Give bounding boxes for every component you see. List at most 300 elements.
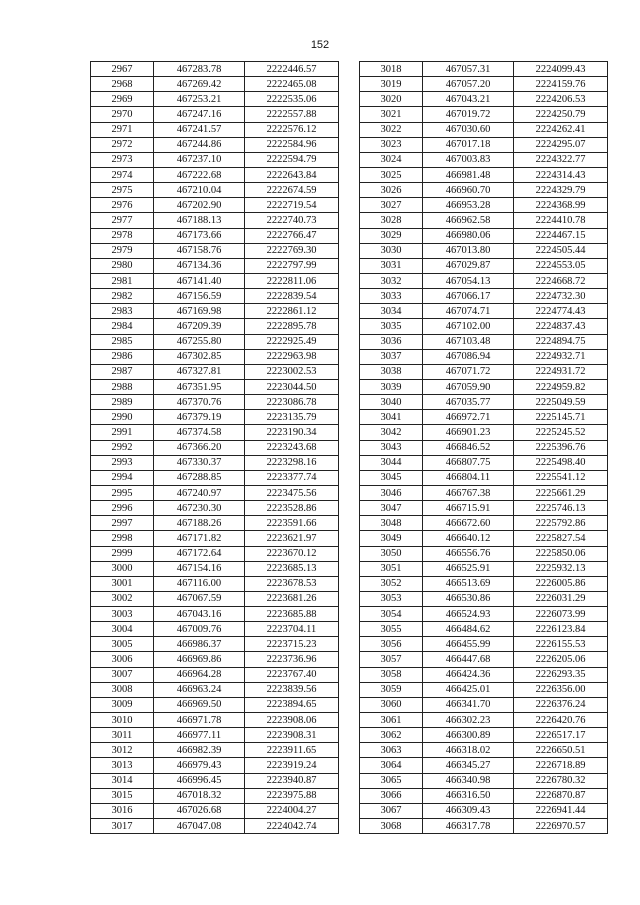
- point-number-cell: 2998: [91, 531, 154, 546]
- y-coordinate-cell: 2223298.16: [245, 455, 339, 470]
- x-coordinate-cell: 467374.58: [154, 425, 245, 440]
- y-coordinate-cell: 2222740.73: [245, 213, 339, 228]
- x-coordinate-cell: 466972.71: [423, 410, 514, 425]
- x-coordinate-cell: 466640.12: [423, 531, 514, 546]
- table-row: [91, 379, 339, 394]
- point-number-cell: 2994: [91, 470, 154, 485]
- x-coordinate-cell: 467074.71: [423, 304, 514, 319]
- x-coordinate-cell: 467188.13: [154, 213, 245, 228]
- table-row: [91, 743, 339, 758]
- x-coordinate-cell: 467003.83: [423, 152, 514, 167]
- y-coordinate-cell: 2224837.43: [514, 319, 608, 334]
- y-coordinate-cell: 2223919.24: [245, 758, 339, 773]
- point-number-cell: 2984: [91, 319, 154, 334]
- y-coordinate-cell: 2224322.77: [514, 152, 608, 167]
- table-row: [360, 546, 608, 561]
- point-number-cell: 3020: [360, 92, 423, 107]
- table-row: [91, 531, 339, 546]
- x-coordinate-cell: 467134.36: [154, 258, 245, 273]
- table-row: [91, 819, 339, 834]
- point-number-cell: 3046: [360, 485, 423, 500]
- point-number-cell: 2970: [91, 107, 154, 122]
- table-row: [360, 243, 608, 258]
- y-coordinate-cell: 2222839.54: [245, 289, 339, 304]
- table-row: [360, 410, 608, 425]
- table-row: [360, 137, 608, 152]
- table-row: [360, 198, 608, 213]
- x-coordinate-cell: 466424.36: [423, 667, 514, 682]
- table-row: [360, 304, 608, 319]
- y-coordinate-cell: 2223681.26: [245, 591, 339, 606]
- table-row: [91, 667, 339, 682]
- y-coordinate-cell: 2226123.84: [514, 622, 608, 637]
- x-coordinate-cell: 467209.39: [154, 319, 245, 334]
- y-coordinate-cell: 2224467.15: [514, 228, 608, 243]
- x-coordinate-cell: 467302.85: [154, 349, 245, 364]
- x-coordinate-cell: 466986.37: [154, 637, 245, 652]
- y-coordinate-cell: 2226031.29: [514, 591, 608, 606]
- point-number-cell: 3031: [360, 258, 423, 273]
- x-coordinate-cell: 466484.62: [423, 622, 514, 637]
- point-number-cell: 3052: [360, 576, 423, 591]
- x-coordinate-cell: 466980.06: [423, 228, 514, 243]
- x-coordinate-cell: 467059.90: [423, 379, 514, 394]
- y-coordinate-cell: 2226970.57: [514, 819, 608, 834]
- point-number-cell: 2991: [91, 425, 154, 440]
- table-row: [360, 531, 608, 546]
- table-row: [360, 819, 608, 834]
- point-number-cell: 3055: [360, 622, 423, 637]
- point-number-cell: 3059: [360, 682, 423, 697]
- x-coordinate-cell: 466964.28: [154, 667, 245, 682]
- table-row: [91, 137, 339, 152]
- point-number-cell: 3060: [360, 697, 423, 712]
- x-coordinate-cell: 466979.43: [154, 758, 245, 773]
- y-coordinate-cell: 2222925.49: [245, 334, 339, 349]
- point-number-cell: 3011: [91, 728, 154, 743]
- y-coordinate-cell: 2222766.47: [245, 228, 339, 243]
- table-row: [360, 92, 608, 107]
- y-coordinate-cell: 2223767.40: [245, 667, 339, 682]
- x-coordinate-cell: 467141.40: [154, 273, 245, 288]
- table-row: [91, 576, 339, 591]
- y-coordinate-cell: 2224295.07: [514, 137, 608, 152]
- table-row: [360, 682, 608, 697]
- point-number-cell: 3042: [360, 425, 423, 440]
- x-coordinate-cell: 466807.75: [423, 455, 514, 470]
- point-number-cell: 2979: [91, 243, 154, 258]
- point-number-cell: 3026: [360, 183, 423, 198]
- table-row: [360, 213, 608, 228]
- y-coordinate-cell: 2226870.87: [514, 788, 608, 803]
- point-number-cell: 3003: [91, 607, 154, 622]
- x-coordinate-cell: 466804.11: [423, 470, 514, 485]
- table-row: [360, 319, 608, 334]
- y-coordinate-cell: 2223528.86: [245, 501, 339, 516]
- x-coordinate-cell: 466455.99: [423, 637, 514, 652]
- table-row: [360, 455, 608, 470]
- table-row: [91, 395, 339, 410]
- table-row: [360, 395, 608, 410]
- table-row: [91, 637, 339, 652]
- point-number-cell: 3028: [360, 213, 423, 228]
- x-coordinate-cell: 467370.76: [154, 395, 245, 410]
- y-coordinate-cell: 2226420.76: [514, 713, 608, 728]
- table-row: [360, 501, 608, 516]
- point-number-cell: 3021: [360, 107, 423, 122]
- y-coordinate-cell: 2226376.24: [514, 697, 608, 712]
- point-number-cell: 3064: [360, 758, 423, 773]
- y-coordinate-cell: 2222769.30: [245, 243, 339, 258]
- point-number-cell: 3009: [91, 697, 154, 712]
- table-row: [91, 198, 339, 213]
- table-row: [91, 470, 339, 485]
- x-coordinate-cell: 466425.01: [423, 682, 514, 697]
- point-number-cell: 3033: [360, 289, 423, 304]
- x-coordinate-cell: 466960.70: [423, 183, 514, 198]
- x-coordinate-cell: 467067.59: [154, 591, 245, 606]
- y-coordinate-cell: 2222643.84: [245, 167, 339, 182]
- x-coordinate-cell: 467327.81: [154, 364, 245, 379]
- table-row: [360, 622, 608, 637]
- y-coordinate-cell: 2224505.44: [514, 243, 608, 258]
- y-coordinate-cell: 2226205.06: [514, 652, 608, 667]
- table-row: [91, 546, 339, 561]
- y-coordinate-cell: 2223678.53: [245, 576, 339, 591]
- point-number-cell: 3062: [360, 728, 423, 743]
- y-coordinate-cell: 2223002.53: [245, 364, 339, 379]
- table-row: [91, 243, 339, 258]
- y-coordinate-cell: 2223670.12: [245, 546, 339, 561]
- table-row: [360, 576, 608, 591]
- point-number-cell: 2981: [91, 273, 154, 288]
- x-coordinate-cell: 467202.90: [154, 198, 245, 213]
- table-row: [91, 213, 339, 228]
- y-coordinate-cell: 2224314.43: [514, 167, 608, 182]
- x-coordinate-cell: 467222.68: [154, 167, 245, 182]
- x-coordinate-cell: 467057.20: [423, 77, 514, 92]
- table-row: [91, 410, 339, 425]
- x-coordinate-cell: 467210.04: [154, 183, 245, 198]
- point-number-cell: 3065: [360, 773, 423, 788]
- x-coordinate-cell: 466447.68: [423, 652, 514, 667]
- y-coordinate-cell: 2224732.30: [514, 289, 608, 304]
- point-number-cell: 3034: [360, 304, 423, 319]
- y-coordinate-cell: 2224262.41: [514, 122, 608, 137]
- point-number-cell: 3010: [91, 713, 154, 728]
- table-row: [360, 77, 608, 92]
- x-coordinate-cell: 466996.45: [154, 773, 245, 788]
- point-number-cell: 2971: [91, 122, 154, 137]
- table-row: [360, 470, 608, 485]
- y-coordinate-cell: 2222557.88: [245, 107, 339, 122]
- point-number-cell: 3049: [360, 531, 423, 546]
- y-coordinate-cell: 2223839.56: [245, 682, 339, 697]
- point-number-cell: 3014: [91, 773, 154, 788]
- point-number-cell: 2987: [91, 364, 154, 379]
- y-coordinate-cell: 2226293.35: [514, 667, 608, 682]
- table-row: [91, 788, 339, 803]
- x-coordinate-cell: 467043.21: [423, 92, 514, 107]
- x-coordinate-cell: 467244.86: [154, 137, 245, 152]
- coordinates-table-left: [90, 61, 339, 834]
- x-coordinate-cell: 466977.11: [154, 728, 245, 743]
- table-row: [360, 107, 608, 122]
- point-number-cell: 2996: [91, 501, 154, 516]
- table-row: [360, 379, 608, 394]
- table-row: [360, 364, 608, 379]
- x-coordinate-cell: 467240.97: [154, 485, 245, 500]
- x-coordinate-cell: 467255.80: [154, 334, 245, 349]
- y-coordinate-cell: 2224329.79: [514, 183, 608, 198]
- y-coordinate-cell: 2223135.79: [245, 410, 339, 425]
- x-coordinate-cell: 467171.82: [154, 531, 245, 546]
- y-coordinate-cell: 2222535.06: [245, 92, 339, 107]
- point-number-cell: 3019: [360, 77, 423, 92]
- x-coordinate-cell: 466982.39: [154, 743, 245, 758]
- y-coordinate-cell: 2225245.52: [514, 425, 608, 440]
- x-coordinate-cell: 467029.87: [423, 258, 514, 273]
- point-number-cell: 3004: [91, 622, 154, 637]
- table-row: [360, 697, 608, 712]
- y-coordinate-cell: 2226718.89: [514, 758, 608, 773]
- table-row: [91, 591, 339, 606]
- x-coordinate-cell: 467237.10: [154, 152, 245, 167]
- x-coordinate-cell: 466715.91: [423, 501, 514, 516]
- y-coordinate-cell: 2223591.66: [245, 516, 339, 531]
- x-coordinate-cell: 467247.16: [154, 107, 245, 122]
- x-coordinate-cell: 467283.78: [154, 62, 245, 77]
- x-coordinate-cell: 467019.72: [423, 107, 514, 122]
- y-coordinate-cell: 2224931.72: [514, 364, 608, 379]
- table-row: [91, 622, 339, 637]
- table-row: [91, 273, 339, 288]
- point-number-cell: 3040: [360, 395, 423, 410]
- table-row: [91, 349, 339, 364]
- point-number-cell: 3030: [360, 243, 423, 258]
- x-coordinate-cell: 466962.58: [423, 213, 514, 228]
- y-coordinate-cell: 2226650.51: [514, 743, 608, 758]
- point-number-cell: 2985: [91, 334, 154, 349]
- y-coordinate-cell: 2224206.53: [514, 92, 608, 107]
- table-row: [360, 667, 608, 682]
- y-coordinate-cell: 2224159.76: [514, 77, 608, 92]
- point-number-cell: 3036: [360, 334, 423, 349]
- y-coordinate-cell: 2224894.75: [514, 334, 608, 349]
- point-number-cell: 3050: [360, 546, 423, 561]
- x-coordinate-cell: 466513.69: [423, 576, 514, 591]
- point-number-cell: 3063: [360, 743, 423, 758]
- table-row: [360, 516, 608, 531]
- table-row: [91, 516, 339, 531]
- point-number-cell: 2967: [91, 62, 154, 77]
- table-row: [360, 637, 608, 652]
- point-number-cell: 3047: [360, 501, 423, 516]
- x-coordinate-cell: 467230.30: [154, 501, 245, 516]
- x-coordinate-cell: 466953.28: [423, 198, 514, 213]
- x-coordinate-cell: 466525.91: [423, 561, 514, 576]
- point-number-cell: 2974: [91, 167, 154, 182]
- y-coordinate-cell: 2222446.57: [245, 62, 339, 77]
- table-row: [91, 773, 339, 788]
- y-coordinate-cell: 2225145.71: [514, 410, 608, 425]
- point-number-cell: 2995: [91, 485, 154, 500]
- y-coordinate-cell: 2223704.11: [245, 622, 339, 637]
- table-row: [360, 607, 608, 622]
- table-row: [360, 440, 608, 455]
- y-coordinate-cell: 2225661.29: [514, 485, 608, 500]
- y-coordinate-cell: 2224553.05: [514, 258, 608, 273]
- y-coordinate-cell: 2223044.50: [245, 379, 339, 394]
- x-coordinate-cell: 466524.93: [423, 607, 514, 622]
- table-row: [360, 349, 608, 364]
- x-coordinate-cell: 467169.98: [154, 304, 245, 319]
- point-number-cell: 3008: [91, 682, 154, 697]
- y-coordinate-cell: 2224774.43: [514, 304, 608, 319]
- x-coordinate-cell: 466767.38: [423, 485, 514, 500]
- x-coordinate-cell: 466316.50: [423, 788, 514, 803]
- table-row: [360, 591, 608, 606]
- point-number-cell: 2978: [91, 228, 154, 243]
- y-coordinate-cell: 2226155.53: [514, 637, 608, 652]
- table-row: [360, 788, 608, 803]
- x-coordinate-cell: 466672.60: [423, 516, 514, 531]
- table-row: [360, 122, 608, 137]
- table-row: [360, 728, 608, 743]
- point-number-cell: 3022: [360, 122, 423, 137]
- table-row: [360, 289, 608, 304]
- point-number-cell: 2997: [91, 516, 154, 531]
- x-coordinate-cell: 467172.64: [154, 546, 245, 561]
- point-number-cell: 3066: [360, 788, 423, 803]
- y-coordinate-cell: 2225932.13: [514, 561, 608, 576]
- x-coordinate-cell: 466530.86: [423, 591, 514, 606]
- y-coordinate-cell: 2222811.06: [245, 273, 339, 288]
- x-coordinate-cell: 466300.89: [423, 728, 514, 743]
- y-coordinate-cell: 2223621.97: [245, 531, 339, 546]
- x-coordinate-cell: 467013.80: [423, 243, 514, 258]
- point-number-cell: 3035: [360, 319, 423, 334]
- point-number-cell: 3013: [91, 758, 154, 773]
- point-number-cell: 3007: [91, 667, 154, 682]
- point-number-cell: 3002: [91, 591, 154, 606]
- table-row: [91, 319, 339, 334]
- table-row: [360, 485, 608, 500]
- y-coordinate-cell: 2226517.17: [514, 728, 608, 743]
- point-number-cell: 2969: [91, 92, 154, 107]
- x-coordinate-cell: 466963.24: [154, 682, 245, 697]
- y-coordinate-cell: 2224959.82: [514, 379, 608, 394]
- coordinates-table-right: [359, 61, 608, 834]
- point-number-cell: 2968: [91, 77, 154, 92]
- table-row: [360, 62, 608, 77]
- point-number-cell: 2992: [91, 440, 154, 455]
- table-row: [91, 334, 339, 349]
- y-coordinate-cell: 2222963.98: [245, 349, 339, 364]
- y-coordinate-cell: 2226780.32: [514, 773, 608, 788]
- y-coordinate-cell: 2223086.78: [245, 395, 339, 410]
- y-coordinate-cell: 2223975.88: [245, 788, 339, 803]
- table-row: [91, 607, 339, 622]
- y-coordinate-cell: 2222895.78: [245, 319, 339, 334]
- point-number-cell: 3054: [360, 607, 423, 622]
- y-coordinate-cell: 2223736.96: [245, 652, 339, 667]
- y-coordinate-cell: 2226005.86: [514, 576, 608, 591]
- table-row: [91, 62, 339, 77]
- y-coordinate-cell: 2222674.59: [245, 183, 339, 198]
- y-coordinate-cell: 2222584.96: [245, 137, 339, 152]
- y-coordinate-cell: 2224368.99: [514, 198, 608, 213]
- x-coordinate-cell: 467241.57: [154, 122, 245, 137]
- x-coordinate-cell: 467154.16: [154, 561, 245, 576]
- x-coordinate-cell: 467017.18: [423, 137, 514, 152]
- table-row: [91, 455, 339, 470]
- table-row: [91, 697, 339, 712]
- x-coordinate-cell: 466341.70: [423, 697, 514, 712]
- table-row: [360, 773, 608, 788]
- table-row: [91, 228, 339, 243]
- x-coordinate-cell: 467158.76: [154, 243, 245, 258]
- table-row: [360, 334, 608, 349]
- point-number-cell: 3038: [360, 364, 423, 379]
- y-coordinate-cell: 2223908.06: [245, 713, 339, 728]
- x-coordinate-cell: 467102.00: [423, 319, 514, 334]
- y-coordinate-cell: 2223911.65: [245, 743, 339, 758]
- table-row: [360, 183, 608, 198]
- x-coordinate-cell: 467330.37: [154, 455, 245, 470]
- table-row: [91, 183, 339, 198]
- point-number-cell: 3037: [360, 349, 423, 364]
- table-row: [91, 364, 339, 379]
- table-row: [91, 77, 339, 92]
- y-coordinate-cell: 2225850.06: [514, 546, 608, 561]
- x-coordinate-cell: 467188.26: [154, 516, 245, 531]
- point-number-cell: 3006: [91, 652, 154, 667]
- table-row: [91, 803, 339, 818]
- point-number-cell: 3068: [360, 819, 423, 834]
- point-number-cell: 3067: [360, 803, 423, 818]
- y-coordinate-cell: 2224932.71: [514, 349, 608, 364]
- table-row: [91, 258, 339, 273]
- x-coordinate-cell: 467071.72: [423, 364, 514, 379]
- point-number-cell: 3043: [360, 440, 423, 455]
- y-coordinate-cell: 2225827.54: [514, 531, 608, 546]
- table-row: [91, 425, 339, 440]
- table-row: [91, 107, 339, 122]
- x-coordinate-cell: 466901.23: [423, 425, 514, 440]
- table-row: [91, 289, 339, 304]
- point-number-cell: 3000: [91, 561, 154, 576]
- table-row: [91, 758, 339, 773]
- point-number-cell: 2982: [91, 289, 154, 304]
- table-row: [91, 304, 339, 319]
- y-coordinate-cell: 2224250.79: [514, 107, 608, 122]
- y-coordinate-cell: 2224099.43: [514, 62, 608, 77]
- x-coordinate-cell: 466317.78: [423, 819, 514, 834]
- point-number-cell: 2976: [91, 198, 154, 213]
- x-coordinate-cell: 466302.23: [423, 713, 514, 728]
- table-row: [91, 122, 339, 137]
- x-coordinate-cell: 466345.27: [423, 758, 514, 773]
- point-number-cell: 3023: [360, 137, 423, 152]
- table-row: [360, 713, 608, 728]
- x-coordinate-cell: 467156.59: [154, 289, 245, 304]
- y-coordinate-cell: 2222861.12: [245, 304, 339, 319]
- x-coordinate-cell: 467366.20: [154, 440, 245, 455]
- point-number-cell: 3044: [360, 455, 423, 470]
- table-row: [360, 803, 608, 818]
- point-number-cell: 2993: [91, 455, 154, 470]
